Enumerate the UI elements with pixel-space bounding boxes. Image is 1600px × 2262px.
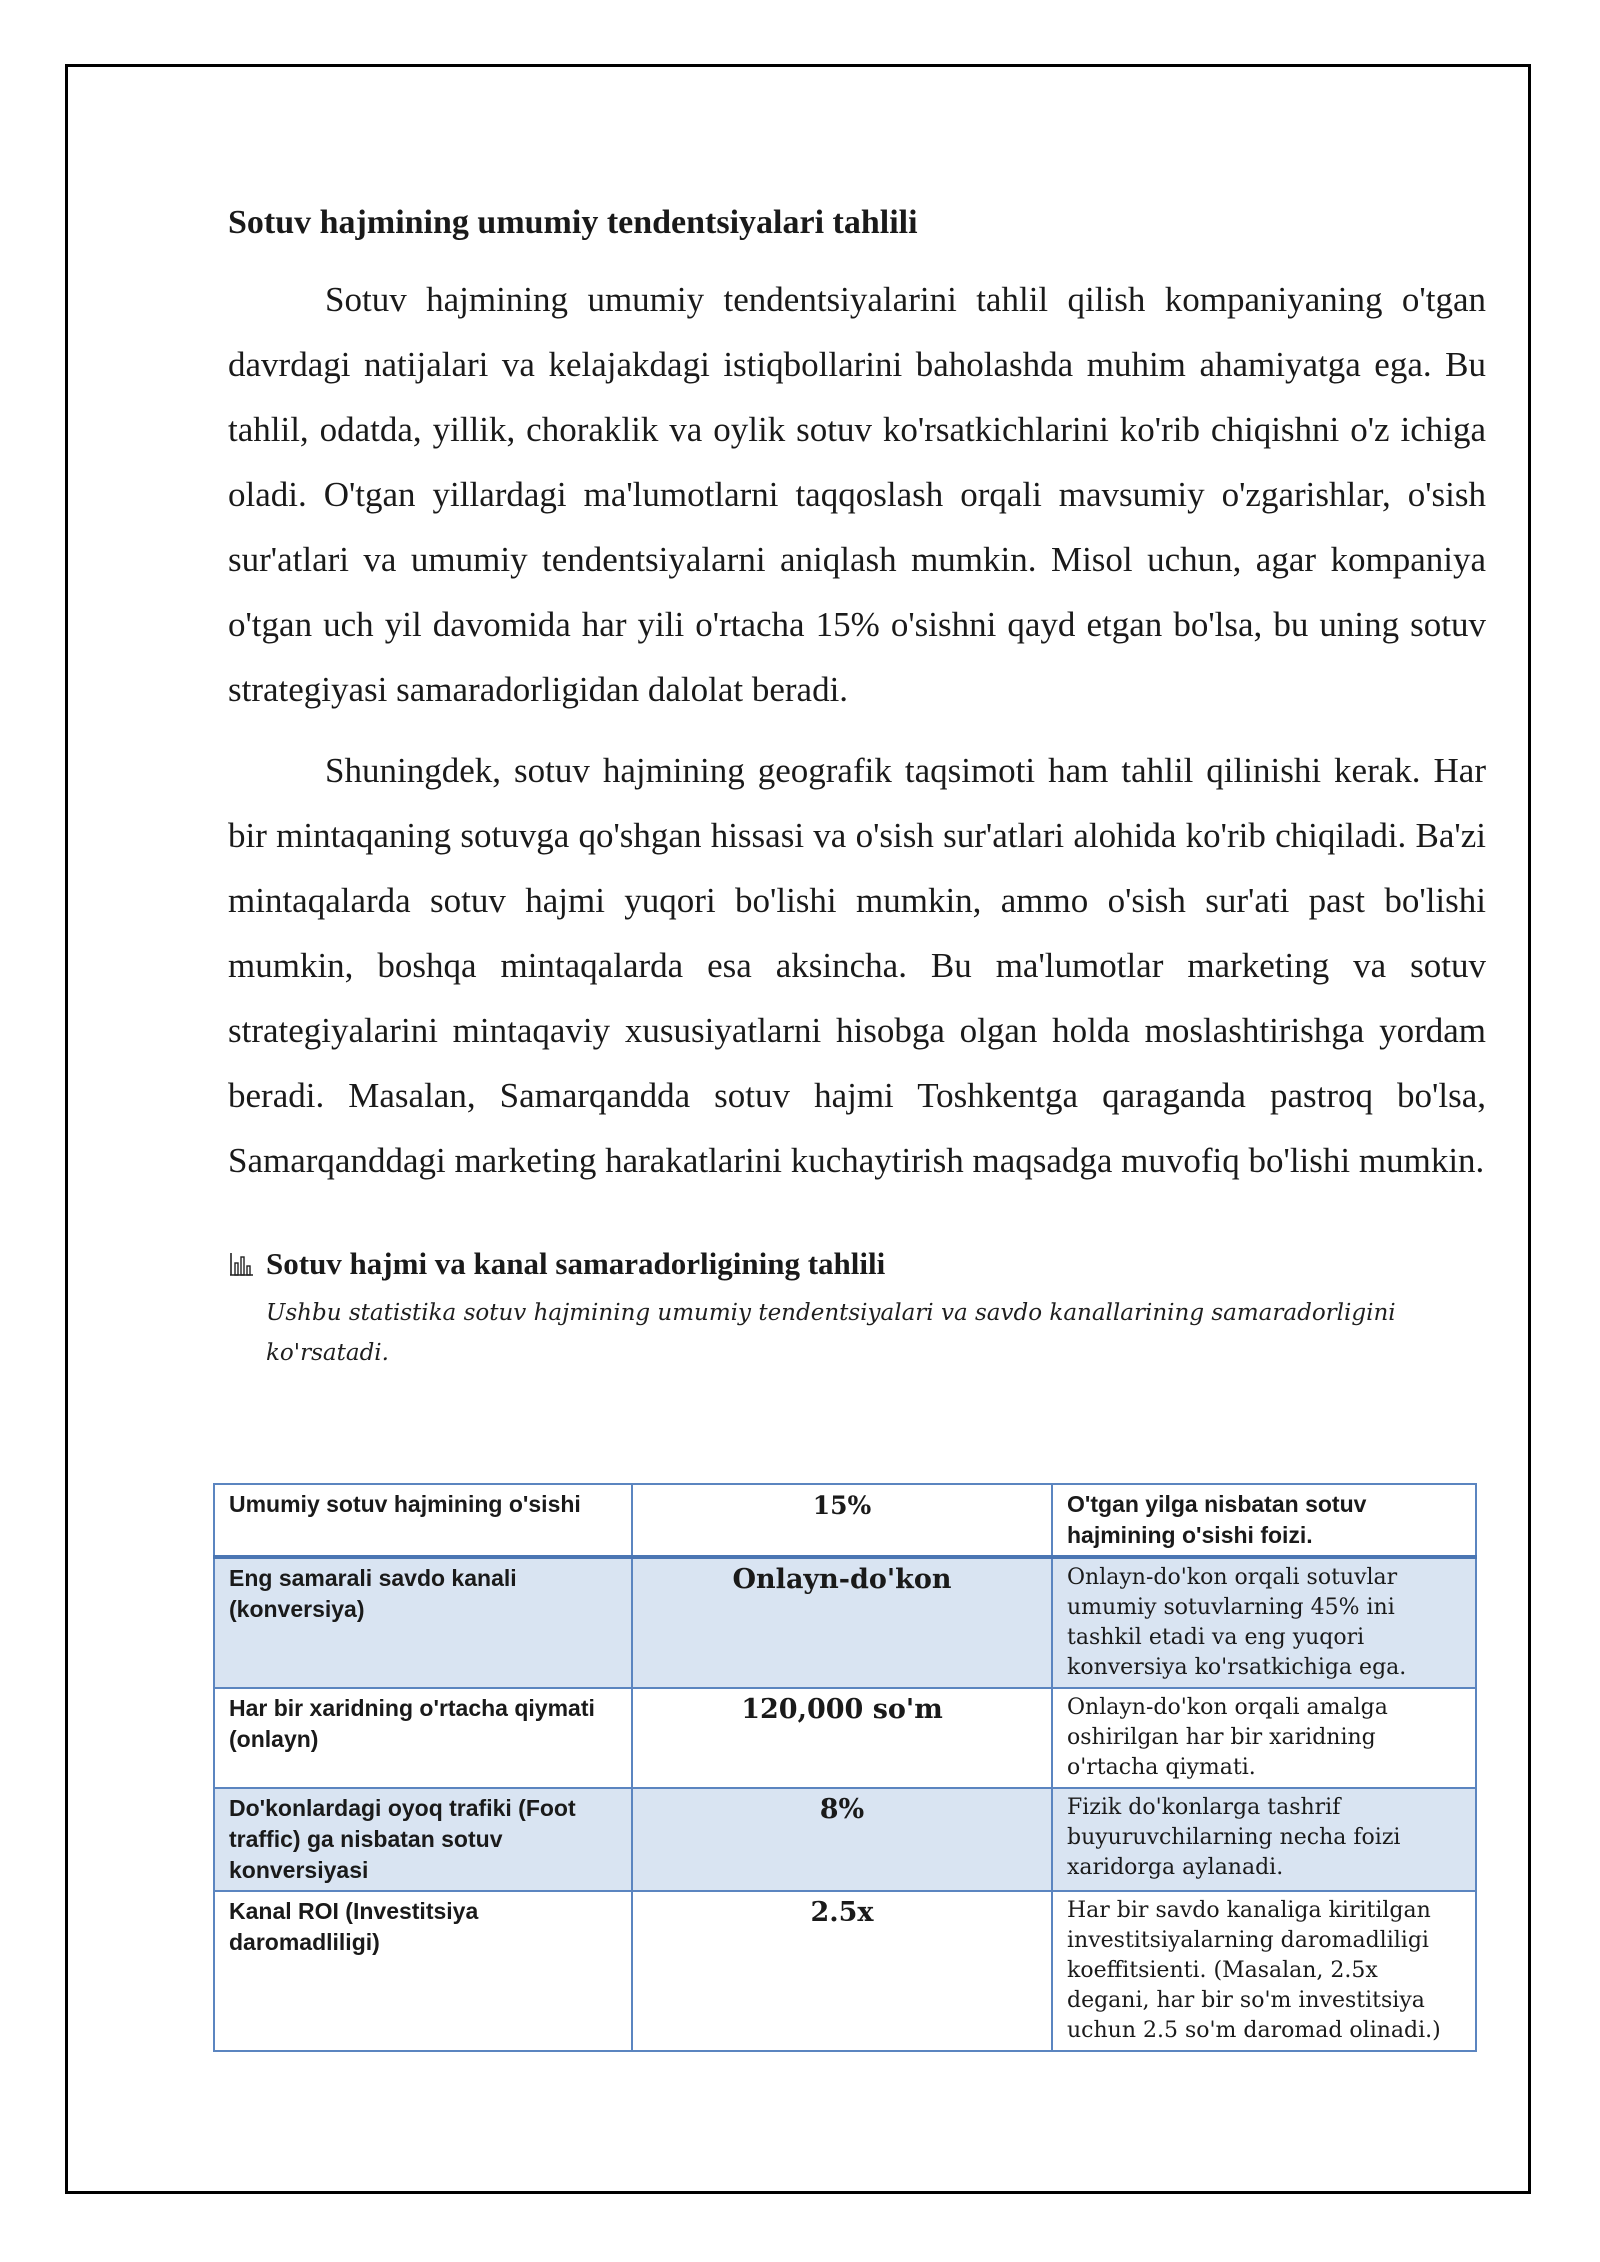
metric-cell: Har bir xaridning o'rtacha qiymati (onlayn)	[214, 1688, 632, 1788]
stats-section-title	[228, 1239, 1486, 1289]
paragraph-1: Sotuv hajmining umumiy tendentsiyalarini tahlil qilish kompaniyaning o'tgan davrdagi natijalari va kelajakdagi istiqbollarini baholashda muhim ahamiyatga ega. Bu tahlil, odatda, yillik, choraklik va oylik sotuv ko'rsatkichlarini ko'rib chiqishni o'z ichiga oladi. O'tgan yillardagi ma'lumotlarni taqqoslash orqali mavsumiy o'zgarishlar, o'sish sur'atlari va umumiy tendentsiyalarni aniqlash mumkin. Misol uchun, agar kompaniya o'tgan uch yil davomida har yili o'rtacha 15% o'sishni qayd etgan bo'lsa, bu uning sotuv strategiyasi samaradorligidan dalolat beradi.	[228, 280, 1486, 709]
description-cell: Onlayn-do'kon orqali amalga oshirilgan har bir xaridning o'rtacha qiymati.	[1052, 1688, 1476, 1788]
description-cell: Har bir savdo kanaliga kiritilgan investitsiyalarning daromadliligi koeffitsienti. (Masalan, 2.5x degani, har bir so'm investitsiya uchun 2.5 so'm daromad olinadi.)	[1052, 1891, 1476, 2051]
value-cell: 120,000 so'm	[632, 1688, 1052, 1788]
value-cell: 8%	[632, 1788, 1052, 1891]
bar-chart-icon	[228, 1251, 254, 1277]
stats-table	[213, 1483, 1477, 2052]
description-cell: O'tgan yilga nisbatan sotuv hajmining o'sishi foizi.	[1052, 1484, 1476, 1557]
value-cell: Onlayn-do'kon	[632, 1557, 1052, 1688]
value-cell: 15%	[632, 1484, 1052, 1557]
paragraph-2: Shuningdek, sotuv hajmining geografik taqsimoti ham tahlil qilinishi kerak. Har bir mintaqaning sotuvga qo'shgan hissasi va o'sish sur'atlari alohida ko'rib chiqiladi. Ba'zi mintaqalarda sotuv hajmi yuqori bo'lishi mumkin, ammo o'sish sur'ati past bo'lishi mumkin, boshqa mintaqalarda esa aksincha. Bu ma'lumotlar marketing va sotuv strategiyalarini mintaqaviy xususiyatlarni hisobga olgan holda moslashtirishga yordam beradi. Masalan, Samarqandda sotuv hajmi Toshkentga qaraganda pastroq bo'lsa, Samarqanddagi marketing harakatlarini kuchaytirish maqsadga muvofiq bo'lishi mumkin.	[228, 751, 1486, 1180]
metric-cell: Kanal ROI (Investitsiya daromadliligi)	[214, 1891, 632, 2051]
table-row	[214, 1788, 1476, 1891]
table-row	[214, 1891, 1476, 2051]
metric-cell: Umumiy sotuv hajmining o'sishi	[214, 1484, 632, 1557]
description-cell: Fizik do'konlarga tashrif buyuruvchilarning necha foizi xaridorga aylanadi.	[1052, 1788, 1476, 1891]
stats-section-title-text: Sotuv hajmi va kanal samaradorligining tahlili	[266, 1246, 886, 1281]
table-row	[214, 1557, 1476, 1688]
description-cell: Onlayn-do'kon orqali sotuvlar umumiy sotuvlarning 45% ini tashkil etadi va eng yuqori konversiya ko'rsatkichiga ega.	[1052, 1557, 1476, 1688]
section-heading: Sotuv hajmining umumiy tendentsiyalari tahlili	[228, 204, 918, 241]
document-body	[228, 195, 1486, 1373]
metric-cell: Do'konlardagi oyoq trafiki (Foot traffic) ga nisbatan sotuv konversiyasi	[214, 1788, 632, 1891]
value-cell: 2.5x	[632, 1891, 1052, 2051]
table-caption: Ushbu statistika sotuv hajmining umumiy tendentsiyalari va savdo kanallarining samaradorligini ko'rsatadi.	[266, 1300, 1396, 1366]
metric-cell: Eng samarali savdo kanali (konversiya)	[214, 1557, 632, 1688]
table-row	[214, 1688, 1476, 1788]
table-row	[214, 1484, 1476, 1557]
